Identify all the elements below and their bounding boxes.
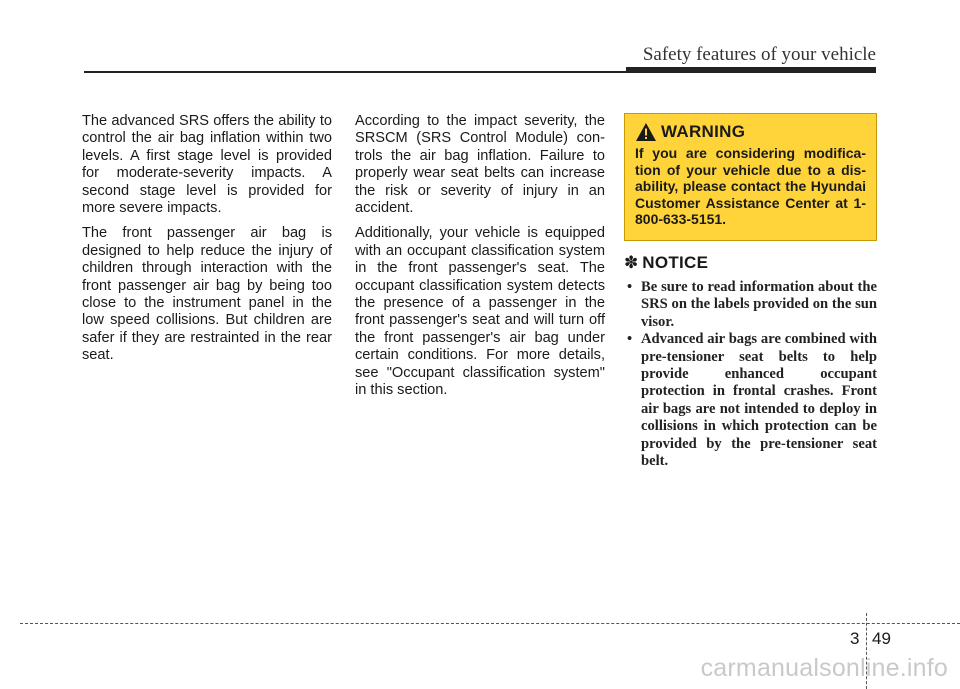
notice-item-text: Advanced air bags are combined with pre-tensioner seat belts to help provide enhanced occupant protection in frontal crashes. Front air bags are not intended to deploy in collisions in which protection can be provided by the pre-tensioner seat belt. [641, 331, 877, 470]
watermark: carmanualsonline.info [700, 654, 948, 682]
notice-header [624, 253, 877, 273]
bullet: • [627, 279, 633, 295]
page-number: 49 [872, 629, 891, 648]
list-item [624, 331, 877, 470]
bullet: • [627, 331, 633, 348]
paragraph: Additionally, your vehicle is equipped with an occupant classification system in the front passenger's seat. The occupant classification system detects the presence of a passenger in the front passenger's seat and will turn off the front passenger's air bag under certain conditions. For more details, see "Occupant classification system" in this section. [355, 225, 605, 399]
header-title: Safety features of your vehicle [642, 44, 876, 65]
footer-rule [20, 623, 960, 624]
warning-title: WARNING [661, 122, 746, 141]
warning-text: If you are considering modification of your vehicle due to a disability, please contact the Hyundai Customer Assistance Center at 1-800-633-5151. [635, 145, 866, 228]
paragraph: The advanced SRS offers the ability to control the air bag inflation within two levels. A first stage level is provided for moderate-severity impacts. A second stage level is provided for more severe impacts. [82, 113, 332, 217]
notice-item-text: Be sure to read information about the SRS on the labels provided on the sun visor. [641, 279, 877, 330]
warning-header [635, 122, 866, 142]
warning-triangle-icon [635, 122, 657, 142]
paragraph: The front passenger air bag is designed to help reduce the injury of children through interaction with the front passenger air bag by being too close to the instrument panel in the low speed collisions. But children are safer if they are restrainted in the rear seat. [82, 225, 332, 364]
header-rule-accent [626, 67, 876, 73]
notice-section [624, 253, 877, 470]
notice-mark-icon: ✽ [624, 253, 639, 273]
text-column-1 [82, 113, 332, 373]
notice-list [624, 279, 877, 470]
text-column-2 [355, 113, 605, 408]
warning-box [624, 113, 877, 241]
list-item [624, 279, 877, 331]
page-chapter: 3 [850, 629, 860, 648]
notice-title: NOTICE [642, 253, 709, 272]
paragraph: According to the impact severity, the SRSCM (SRS Control Module) controls the air bag inflation. Failure to properly wear seat belts can increase the risk or severity of injury in an accident. [355, 113, 605, 217]
